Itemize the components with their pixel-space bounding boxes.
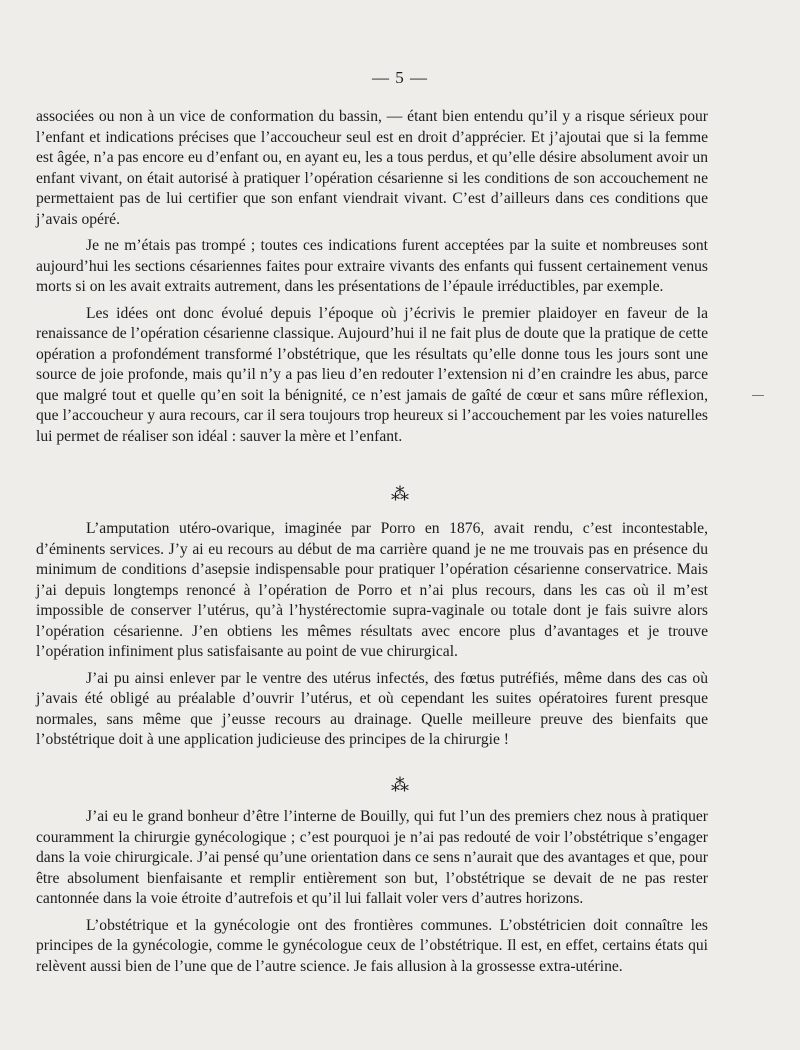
asterism-glyph: ⁂ <box>391 775 409 795</box>
paragraph: Les idées ont donc évolué depuis l’époque où j’écrivis le premier plaidoyer en faveur de la renaissance de l’opération césarienne classique. Aujourd’hui il ne fait plus de doute que la pratique de cette opération a profondément transformé l’obstétrique, que les résultats qu’elle donne tous les jours sont une source de joie profonde, mais qu’il n’y a pas lieu d’en redouter l’extension ni d’en craindre les abus, parce que malgré tout et quelle qu’en soit la bénignité, ce n’est jamais de gaîté de cœur et sans mûre réflexion, que l’accoucheur y aura recours, car il sera toujours trop heureux si l’accouchement par les voies naturelles lui permet de réaliser son idéal : sauver la mère et l’enfant. <box>36 304 708 445</box>
paragraph-continuation: associées ou non à un vice de conformation du bassin, — étant bien entendu qu’il y a risque sérieux pour l’enfant et indications précises que l’accoucheur seul est en droit d’apprécier. Et j’ajoutai que si la femme est âgée, n’a pas encore eu d’enfant ou, en ayant eu, les a tous perdus, et qu’elle désire absolument avoir un enfant vivant, on était autorisé à pratiquer l’opération césarienne si les conditions de son accouchement ne permettaient pas de lui certifier que son enfant viendrait vivant. C’est d’ailleurs dans ces conditions que j’avais opéré. <box>36 108 708 228</box>
section-1 <box>36 107 708 453</box>
page-number: — 5 — <box>372 68 428 87</box>
asterism-glyph: ⁂ <box>391 484 409 504</box>
paragraph: J’ai pu ainsi enlever par le ventre des utérus infectés, des fœtus putréfiés, même dans des cas où j’avais été obligé au préalable d’ouvrir l’utérus, et où cependant les suites opératoires furent presque normales, sans même que j’eusse recours au drainage. Quelle meilleure preuve des bienfaits que l’obstétrique doit à une application judicieuse des principes de la chirurgie ! <box>36 669 708 748</box>
paragraph: L’obstétrique et la gynécologie ont des frontières communes. L’obstétricien doit connaître les principes de la gynécologie, comme le gynécologue ceux de l’obstétrique. Il est, en effet, certains états qui relèvent aussi bien de l’une que de l’autre science. Je fais allusion à la grossesse extra-utérine. <box>36 916 708 975</box>
paragraph: J’ai eu le grand bonheur d’être l’interne de Bouilly, qui fut l’un des premiers chez nous à pratiquer couramment la chirurgie gynécologique ; c’est pourquoi je n’ai pas redouté de voir l’obstétrique s’engager dans la voie chirurgicale. J’ai pensé qu’une orientation dans ce sens n’aurait que des avantages et que, pour être absolument bienfaisante et remplir entièrement son but, l’obstétrique se devait de ne pas rester cantonnée dans la voie étroite d’autrefois et qu’il lui fallait voler vers d’autres horizons. <box>36 808 708 907</box>
paragraph: Je ne m’étais pas trompé ; toutes ces indications furent acceptées par la suite et nombreuses sont aujourd’hui les sections césariennes faites pour extraire vivants des enfants qui fussent certainement venus morts si on les avait extraits autrement, dans les présentations de l’épaule irréductibles, par exemple. <box>36 237 708 295</box>
section-3 <box>36 807 708 983</box>
section-break-asterism <box>0 775 800 795</box>
section-break-asterism <box>0 484 800 504</box>
section-2 <box>36 519 708 757</box>
paragraph: L’amputation utéro-ovarique, imaginée par Porro en 1876, avait rendu, c’est incontestable, d’éminents services. J’y ai eu recours au début de ma carrière quand je ne me trouvais pas en présence du minimum de conditions d’asepsie indispensable pour pratiquer l’opération césarienne conservatrice. Mais j’ai depuis longtemps renoncé à l’opération de Porro et n’ai plus recours, dans les cas où il m’est impossible de conserver l’utérus, qu’à l’hystérectomie supra-vaginale ou totale dont je fais suivre alors l’opération césarienne. J’en obtiens les mêmes résultats avec encore plus d’avantages et je trouve l’opération infiniment plus satisfaisante au point de vue chirurgical. <box>36 520 708 660</box>
margin-mark <box>752 395 764 396</box>
